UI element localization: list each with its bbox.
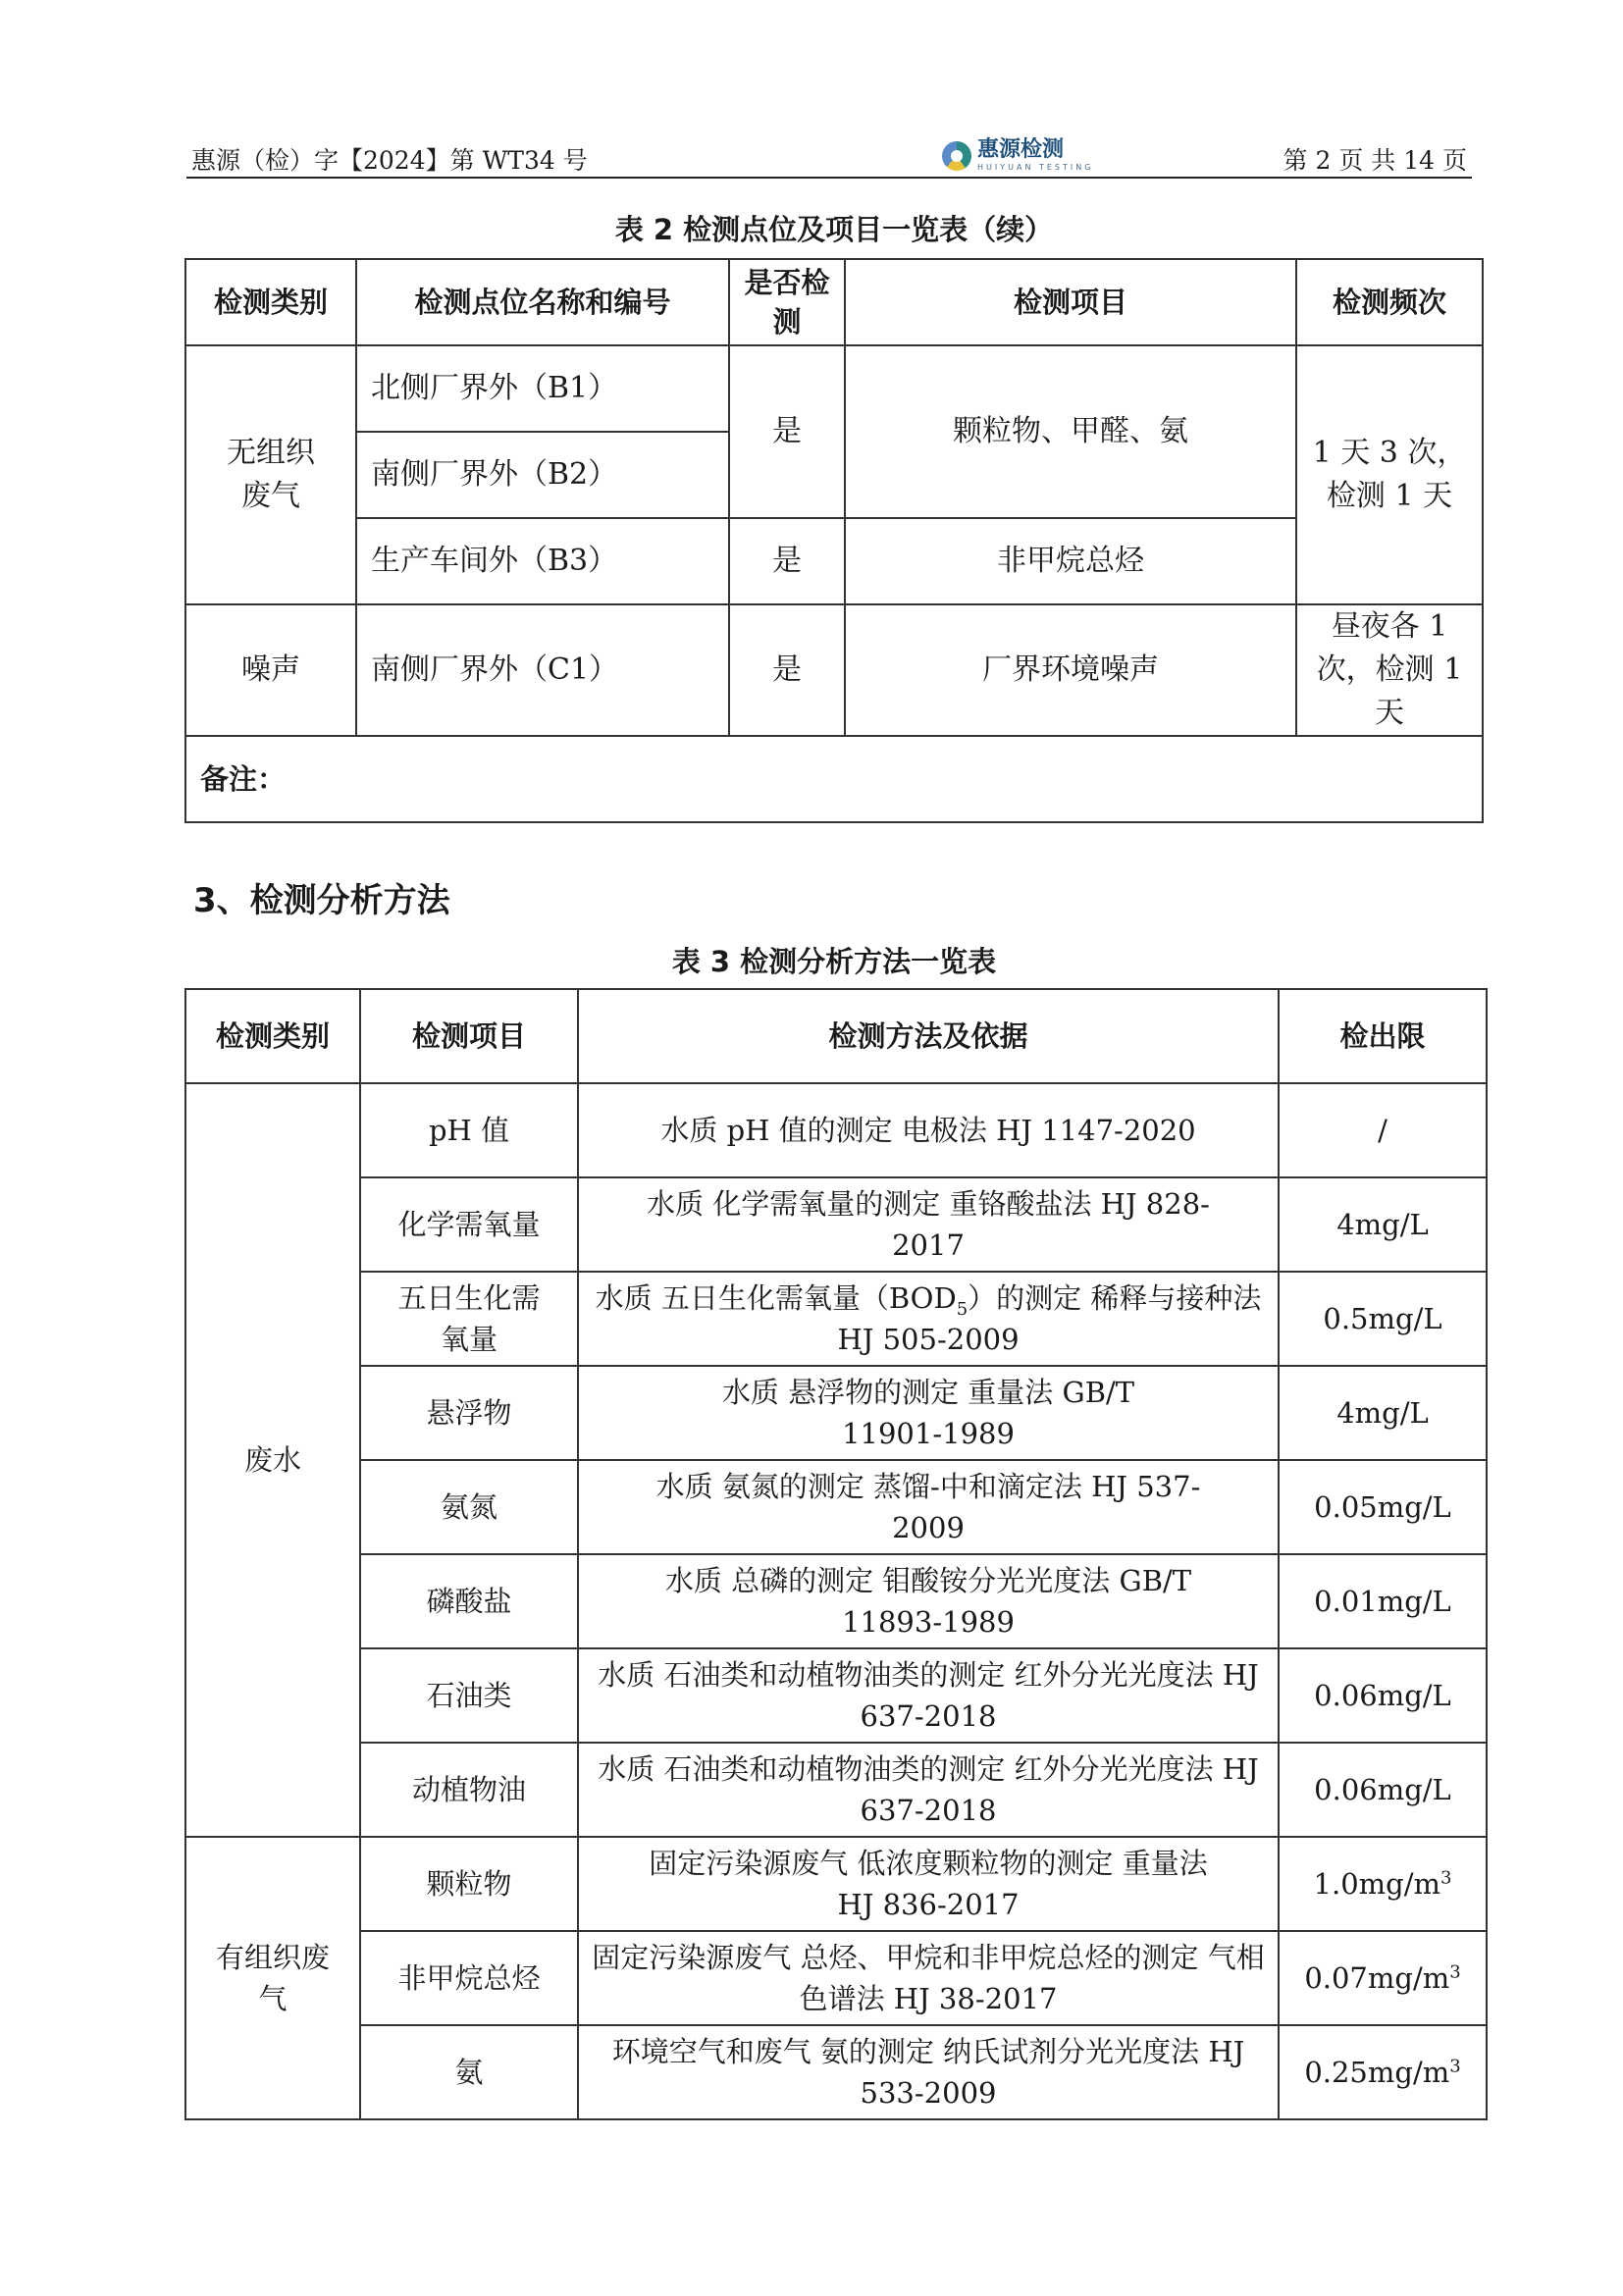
point-cell: 南侧厂界外（B2）	[356, 432, 729, 518]
method-cell: 水质 石油类和动植物油类的测定 红外分光光度法 HJ 637-2018	[578, 1648, 1279, 1743]
logo-icon	[942, 141, 971, 171]
item-cell: 磷酸盐	[360, 1554, 578, 1648]
logo-subtext: HUIYUAN TESTING	[977, 163, 1094, 172]
table-row	[185, 1366, 1487, 1460]
method-cell: 环境空气和废气 氨的测定 纳氏试剂分光光度法 HJ 533-2009	[578, 2025, 1279, 2119]
table3-header: 检测方法及依据	[578, 989, 1279, 1083]
limit-cell: $1.0mg/m^3$	[1279, 1837, 1487, 1931]
frequency-cell: 1 天 3 次，检测 1 天	[1296, 345, 1483, 604]
table-row	[185, 518, 1483, 604]
table3-header: 检出限	[1279, 989, 1487, 1083]
limit-cell: 0.05mg/L	[1279, 1460, 1487, 1554]
limit-cell: $0.25mg/m^3$	[1279, 2025, 1487, 2119]
category-cell: 有组织废气	[185, 1837, 360, 2119]
note-row	[185, 736, 1483, 822]
table-row	[185, 1931, 1487, 2025]
table2-header-row	[185, 259, 1483, 345]
table3-header-row	[185, 989, 1487, 1083]
limit-cell: 0.5mg/L	[1279, 1272, 1487, 1366]
category-cell: 废水	[185, 1083, 360, 1837]
note-cell: 备注：	[185, 736, 1483, 822]
items-cell: 厂界环境噪声	[845, 604, 1296, 736]
method-cell: 水质 化学需氧量的测定 重铬酸盐法 HJ 828-2017	[578, 1177, 1279, 1272]
method-cell: 水质 氨氮的测定 蒸馏-中和滴定法 HJ 537-2009	[578, 1460, 1279, 1554]
point-cell: 南侧厂界外（C1）	[356, 604, 729, 736]
table2-caption: 表 2 检测点位及项目一览表（续）	[614, 213, 1054, 246]
item-cell: 非甲烷总烃	[360, 1931, 578, 2025]
limit-cell: 0.01mg/L	[1279, 1554, 1487, 1648]
table-row	[185, 1837, 1487, 1931]
table3-header: 检测项目	[360, 989, 578, 1083]
item-cell: pH 值	[360, 1083, 578, 1177]
item-cell: 五日生化需氧量	[360, 1272, 578, 1366]
category-cell: 噪声	[185, 604, 356, 736]
limit-cell: 4mg/L	[1279, 1177, 1487, 1272]
method-cell: 水质 pH 值的测定 电极法 HJ 1147-2020	[578, 1083, 1279, 1177]
table-row	[185, 1177, 1487, 1272]
table2-header: 检测点位名称和编号	[356, 259, 729, 345]
table3-header: 检测类别	[185, 989, 360, 1083]
table2	[184, 258, 1484, 823]
table-row	[185, 1554, 1487, 1648]
limit-cell: 4mg/L	[1279, 1366, 1487, 1460]
tested-cell: 是	[729, 345, 845, 518]
item-cell: 氨	[360, 2025, 578, 2119]
logo-text: 惠源检测	[977, 137, 1065, 162]
point-cell: 生产车间外（B3）	[356, 518, 729, 604]
table2-header: 检测类别	[185, 259, 356, 345]
table-row	[185, 604, 1483, 736]
item-cell: 氨氮	[360, 1460, 578, 1554]
page-info: 第 2 页 共 14 页	[1283, 146, 1467, 175]
table3	[184, 988, 1488, 2120]
section-title: 3、检测分析方法	[193, 881, 450, 920]
category-cell: 无组织废气	[185, 345, 356, 604]
report-number: 惠源（检）字【2024】第 WT34 号	[191, 146, 588, 175]
tested-cell: 是	[729, 604, 845, 736]
page-header	[186, 137, 1472, 179]
method-cell: 水质 石油类和动植物油类的测定 红外分光光度法 HJ 637-2018	[578, 1743, 1279, 1837]
limit-cell: 0.06mg/L	[1279, 1743, 1487, 1837]
item-cell: 石油类	[360, 1648, 578, 1743]
limit-cell: $0.07mg/m^3$	[1279, 1931, 1487, 2025]
limit-cell: /	[1279, 1083, 1487, 1177]
items-cell: 颗粒物、甲醛、氨	[845, 345, 1296, 518]
item-cell: 颗粒物	[360, 1837, 578, 1931]
method-cell: 水质 悬浮物的测定 重量法 GB/T 11901-1989	[578, 1366, 1279, 1460]
item-cell: 动植物油	[360, 1743, 578, 1837]
table-row	[185, 345, 1483, 432]
table2-header: 是否检测	[729, 259, 845, 345]
table-row	[185, 1743, 1487, 1837]
tested-cell: 是	[729, 518, 845, 604]
table2-header: 检测项目	[845, 259, 1296, 345]
company-logo	[942, 139, 1093, 172]
method-cell: 水质 总磷的测定 钼酸铵分光光度法 GB/T 11893-1989	[578, 1554, 1279, 1648]
point-cell: 北侧厂界外（B1）	[356, 345, 729, 432]
table2-header: 检测频次	[1296, 259, 1483, 345]
item-cell: 化学需氧量	[360, 1177, 578, 1272]
table-row	[185, 1083, 1487, 1177]
items-cell: 非甲烷总烃	[845, 518, 1296, 604]
table-row	[185, 2025, 1487, 2119]
limit-cell: 0.06mg/L	[1279, 1648, 1487, 1743]
table3-caption: 表 3 检测分析方法一览表	[671, 945, 997, 978]
method-cell: 固定污染源废气 总烃、甲烷和非甲烷总烃的测定 气相色谱法 HJ 38-2017	[578, 1931, 1279, 2025]
table-row	[185, 1272, 1487, 1366]
table-row	[185, 1460, 1487, 1554]
frequency-cell: 昼夜各 1 次，检测 1 天	[1296, 604, 1483, 736]
item-cell: 悬浮物	[360, 1366, 578, 1460]
table-row	[185, 1648, 1487, 1743]
method-cell: 固定污染源废气 低浓度颗粒物的测定 重量法 HJ 836-2017	[578, 1837, 1279, 1931]
method-cell: 水质 五日生化需氧量$(BOD_5)$的测定 稀释与接种法 HJ 505-2009	[578, 1272, 1279, 1366]
